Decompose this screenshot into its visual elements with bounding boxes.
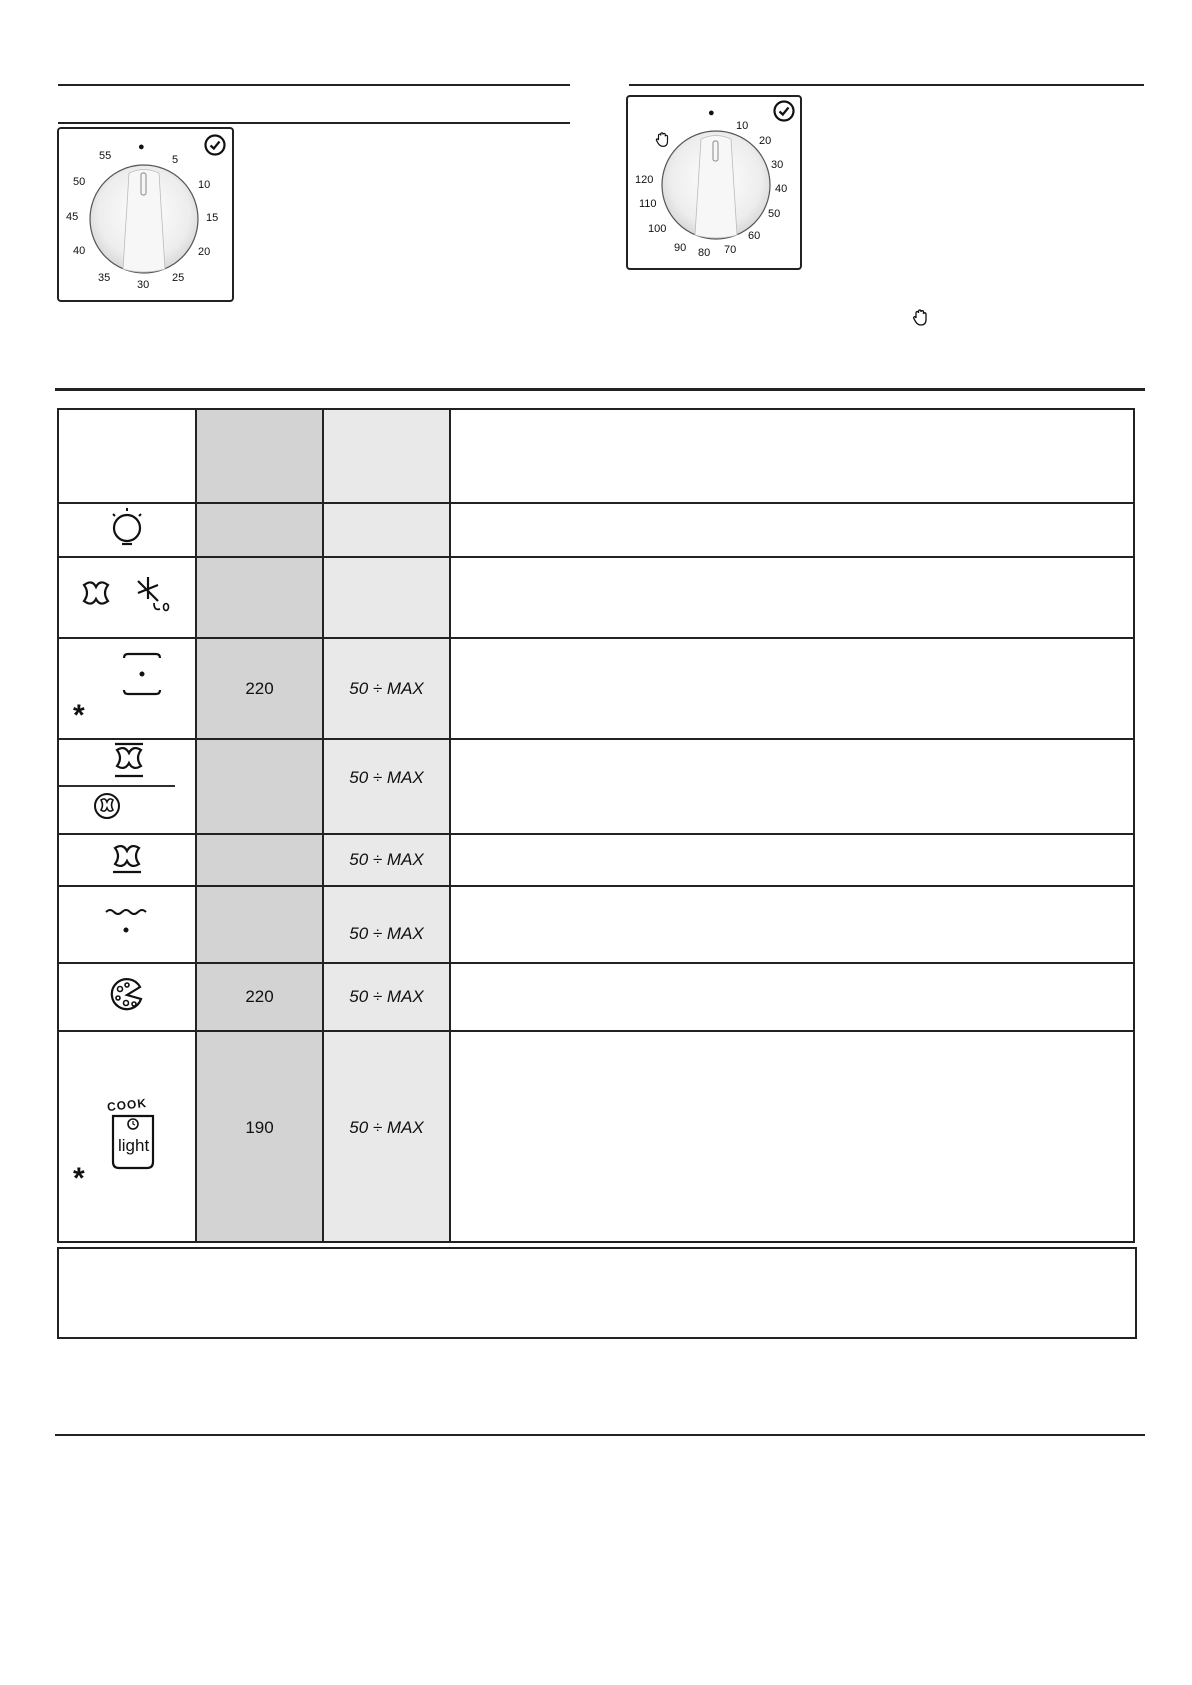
default-temp-cell (196, 557, 323, 638)
mode-icon-cell (58, 834, 196, 886)
description-cell (450, 503, 1134, 557)
scale-label: 120 (635, 174, 654, 186)
scale-label: 50 (73, 176, 86, 188)
scale-label: 10 (736, 120, 749, 132)
cook-light-icon-text-bottom: light (118, 1136, 150, 1155)
footnote-star: * (73, 699, 85, 732)
mode-icon-cell (58, 1031, 196, 1242)
scale-label: 45 (66, 211, 79, 223)
temp-range-cell: 50 ÷ MAX (323, 739, 450, 834)
oven-lamp-icon (107, 506, 147, 550)
mode-icon-cell (58, 963, 196, 1031)
description-cell (450, 557, 1134, 638)
header-cell-function (58, 409, 196, 503)
temp-range-cell (323, 557, 450, 638)
clock-icon (772, 99, 796, 123)
rule-section (55, 388, 1145, 391)
default-temp-cell: 220 (196, 638, 323, 739)
scale-label: 40 (73, 245, 86, 257)
cook-light-icon (103, 1095, 163, 1170)
default-temp-cell (196, 834, 323, 886)
mode-icon-cell (58, 503, 196, 557)
mode-icon-cell (58, 739, 196, 834)
scale-label: 90 (674, 242, 687, 254)
scale-label: 30 (137, 279, 150, 291)
temp-range-cell: 50 ÷ MAX (323, 886, 450, 963)
hand-icon (911, 308, 931, 328)
table-row (58, 834, 1134, 886)
header-cell-default-temp (196, 409, 323, 503)
scale-label: 25 (172, 272, 185, 284)
rule-top-left-1 (58, 84, 570, 86)
mode-icon-cell (58, 557, 196, 638)
rule-top-right (629, 84, 1144, 86)
scale-label: 20 (198, 246, 211, 258)
description-cell (450, 963, 1134, 1031)
fan-heating-icon (59, 740, 197, 828)
default-temp-cell (196, 739, 323, 834)
temp-range-cell: 50 ÷ MAX (323, 638, 450, 739)
mode-icon-cell (58, 638, 196, 739)
scale-label: 50 (768, 208, 781, 220)
table-row (58, 739, 1134, 834)
footnote-star: * (73, 1162, 85, 1195)
header-cell-temp-range (323, 409, 450, 503)
cook-light-icon-text-top: COOK (106, 1095, 148, 1115)
table-row (58, 638, 1134, 739)
minute-timer-dial[interactable] (57, 127, 234, 302)
table-header-row (58, 409, 1134, 503)
scale-label: 110 (639, 198, 657, 210)
note-box (57, 1247, 1137, 1339)
description-cell (450, 638, 1134, 739)
table-row (58, 1031, 1134, 1242)
scale-label: 55 (99, 150, 112, 162)
scale-label: 100 (648, 223, 667, 235)
description-cell (450, 1031, 1134, 1242)
scale-label: 30 (771, 159, 784, 171)
table-row (58, 886, 1134, 963)
description-cell (450, 739, 1134, 834)
cooking-modes-table (57, 408, 1135, 1243)
table-row (58, 557, 1134, 638)
table-row (58, 503, 1134, 557)
timer-off-dot: ● (138, 141, 145, 153)
pizza-icon (107, 975, 147, 1015)
temp-range-cell: 50 ÷ MAX (323, 834, 450, 886)
default-temp-cell: 190 (196, 1031, 323, 1242)
rule-top-left-2 (58, 122, 570, 124)
scale-label: 5 (172, 154, 179, 166)
mode-icon-cell (58, 886, 196, 963)
end-of-cooking-timer-dial[interactable] (626, 95, 802, 270)
scale-label: 70 (724, 244, 737, 256)
scale-label: 20 (759, 135, 772, 147)
rule-bottom (55, 1434, 1145, 1436)
static-top-bottom-heat-icon (120, 650, 164, 700)
temp-range-cell (323, 503, 450, 557)
scale-label: 80 (698, 247, 711, 259)
description-cell (450, 886, 1134, 963)
default-temp-cell: 220 (196, 963, 323, 1031)
clock-icon (203, 133, 227, 157)
default-temp-cell (196, 886, 323, 963)
table-row (58, 963, 1134, 1031)
scale-label: 35 (98, 272, 111, 284)
fan-defrost-icon (72, 573, 182, 617)
description-cell (450, 834, 1134, 886)
hand-icon (654, 131, 672, 149)
temp-range-cell: 50 ÷ MAX (323, 1031, 450, 1242)
header-cell-description (450, 409, 1134, 503)
scale-label: 10 (198, 179, 211, 191)
fan-ring-heating-icon (107, 838, 147, 878)
temp-range-cell: 50 ÷ MAX (323, 963, 450, 1031)
timer-off-dot: ● (708, 107, 715, 119)
scale-label: 40 (775, 183, 788, 195)
default-temp-cell (196, 503, 323, 557)
grill-icon (102, 902, 152, 942)
scale-label: 60 (748, 230, 761, 242)
scale-label: 15 (206, 212, 219, 224)
